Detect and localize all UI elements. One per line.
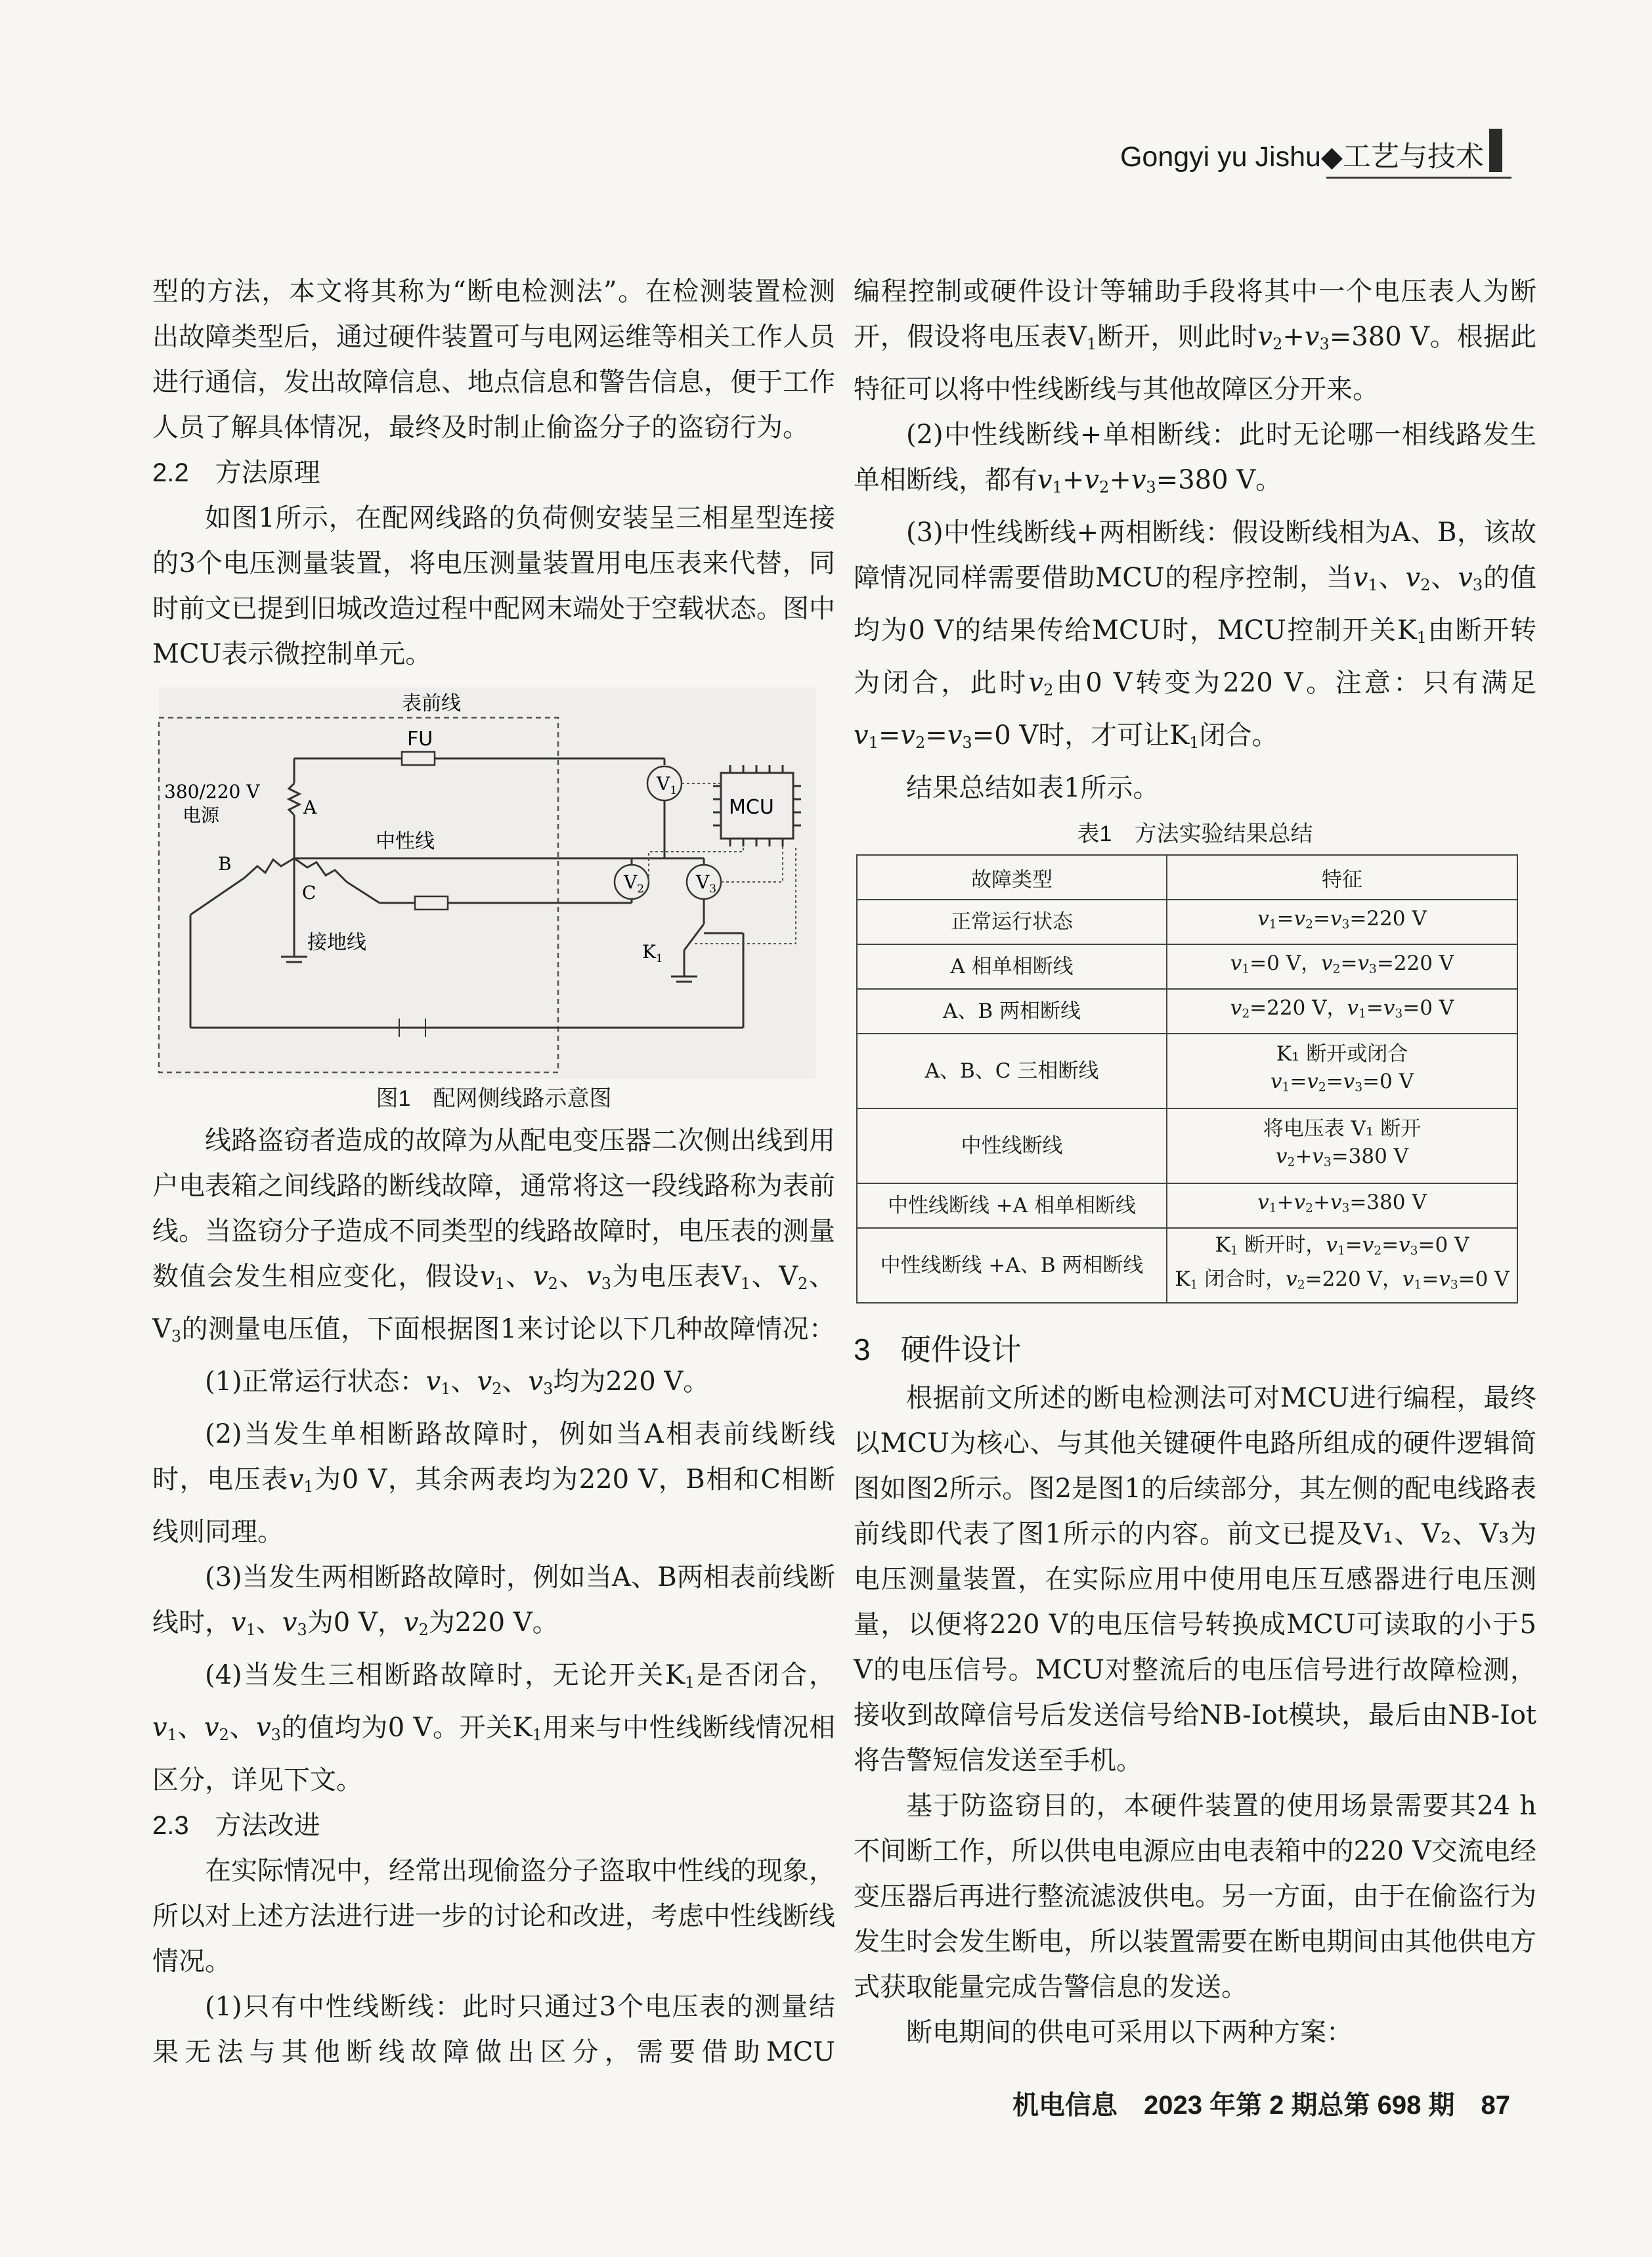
cell: 正常运行状态	[857, 900, 1167, 944]
list-item: (1)正常运行状态：$v_1$、$v_2$、$v_3$均为220 V。	[205, 1367, 710, 1398]
table-header-row	[857, 855, 1517, 900]
neutral-label: 中性线	[376, 830, 435, 853]
source-voltage: 380/220 V	[164, 781, 260, 802]
cell: $v_2=220$ V，$v_1=v_3=0$ V	[1167, 989, 1517, 1034]
paragraph: 编程控制或硬件设计等辅助手段将其中一个电压表人为断开，假设将电压表$V_1$断开，则此时$v_2+v_3=380$ V。根据此特征可以将中性线断线与其他故障区分开来。	[854, 276, 1537, 405]
cell: K₁ 断开或闭合 $v_1=v_2=v_3=0$ V	[1167, 1034, 1517, 1108]
cell: 中性线断线	[857, 1108, 1167, 1183]
figure-1	[152, 688, 835, 1079]
source-label: 电源	[183, 804, 220, 826]
phase-b: B	[218, 853, 232, 875]
figure-1-caption: 图1 配网侧线路示意图	[376, 1086, 612, 1111]
voltmeter-v2: $V_2$	[624, 871, 645, 896]
table-row	[857, 944, 1517, 989]
paragraph: 结果总结如表1所示。	[906, 773, 1160, 803]
page-footer: 机电信息 2023 年第 2 期总第 698 期 87	[1012, 2091, 1510, 2120]
results-table	[856, 854, 1518, 1304]
label-biaoqianxian: 表前线	[402, 692, 461, 715]
table-row	[857, 1183, 1517, 1228]
list-item: (4)当发生三相断路故障时，无论开关$K_1$是否闭合，$v_1$、$v_2$、$v_3$的值均为0 V。开关$K_1$用来与中性线断线情况相区分，详见下文。	[152, 1660, 836, 1795]
section-heading-2-3: 2.3 方法改进	[152, 1811, 320, 1840]
list-item: (3)当发生两相断路故障时，例如当A、B两相表前线断线时，$v_1$、$v_3$为0 V，$v_2$为220 V。	[152, 1562, 835, 1639]
col-header: 特征	[1167, 855, 1517, 900]
voltmeter-v1: $V_1$	[657, 773, 678, 797]
voltmeter-v3: $V_3$	[696, 871, 717, 896]
cell: $v_1+v_2+v_3=380$ V	[1167, 1183, 1517, 1228]
paragraph: 根据前文所述的断电检测法可对MCU进行编程，最终以MCU为核心、与其他关键硬件电路所组成的硬件逻辑简图如图2所示。图2是图1的后续部分，其左侧的配电线路表前线即代表了图1所示的内容。前文已提及V₁、V₂、V₃为电压测量装置，在实际应用中使用电压互感器进行电压测量，以便将220 V的电压信号转换成MCU可读取的小于5 V的电压信号。MCU对整流后的电压信号进行故障检测，接收到故障信号后发送信号给NB-Iot模块，最后由NB-Iot将告警短信发送至手机。	[854, 1383, 1536, 1776]
header-rule	[1326, 177, 1511, 179]
header-bar	[1489, 129, 1502, 172]
cell: A 相单相断线	[857, 944, 1167, 989]
paragraph: (3)中性线断线+两相断线：假设断线相为A、B，该故障情况同样需要借助MCU的程序控制，当$v_1$、$v_2$、$v_3$的值均为0 V的结果传给MCU时，MCU控制开关$K_1$由断开转为闭合，此时$v_2$由0 V转变为220 V。注意：只有满足$v_1=v_2=v_3=0$ V时，才可让$K_1$闭合。	[854, 517, 1537, 752]
paragraph: 断电期间的供电可采用以下两种方案：	[906, 2017, 1353, 2048]
section-heading-3: 3 硬件设计	[854, 1332, 1022, 1367]
phase-a: A	[303, 797, 317, 818]
mcu-label: MCU	[729, 796, 774, 819]
list-item: (2)当发生单相断路故障时，例如当A相表前线断线时，电压表$v_1$为0 V，其余两表均为220 V，B相和C相断线则同理。	[152, 1419, 836, 1547]
running-header	[0, 0, 1652, 197]
right-column	[854, 269, 1536, 2055]
paragraph: 如图1所示，在配网线路的负荷侧安装呈三相星型连接的3个电压测量装置，将电压测量装置用电压表来代替，同时前文已提到旧城改造过程中配网末端处于空载状态。图中MCU表示微控制单元。	[152, 503, 835, 669]
left-column	[152, 269, 835, 2075]
table-1-caption: 表1 方法实验结果总结	[1077, 822, 1313, 846]
paragraph: 型的方法，本文将其称为“断电检测法”。在检测装置检测出故障类型后，通过硬件装置可与电网运维等相关工作人员进行通信，发出故障信息、地点信息和警告信息，便于工作人员了解具体情况，最终及时制止偷盗分子的盗窃行为。	[152, 276, 835, 443]
cell: $v_1=v_2=v_3=220$ V	[1167, 900, 1517, 944]
cell: $K_1$ 断开时，$v_1=v_2=v_3=0$ V $K_1$ 闭合时，$v_2=220$ V，$v_1=v_3=0$ V	[1167, 1228, 1517, 1303]
cell: 将电压表 V₁ 断开 $v_2+v_3=380$ V	[1167, 1108, 1517, 1183]
header-text: Gongyi yu Jishu◆工艺与技术	[1119, 141, 1484, 173]
table-row	[857, 1228, 1517, 1303]
cell: 中性线断线 +A 相单相断线	[857, 1183, 1167, 1228]
table-row	[857, 1034, 1517, 1108]
table-row	[857, 1108, 1517, 1183]
paragraph: 在实际情况中，经常出现偷盗分子盗取中性线的现象，所以对上述方法进行进一步的讨论和改进，考虑中性线断线情况。	[152, 1856, 835, 1977]
cell: 中性线断线 +A、B 两相断线	[857, 1228, 1167, 1303]
cell: A、B 两相断线	[857, 989, 1167, 1034]
paragraph: 线路盗窃者造成的故障为从配电变压器二次侧出线到用户电表箱之间线路的断线故障，通常将这一段线路称为表前线。当盗窃分子造成不同类型的线路故障时，电压表的测量数值会发生相应变化，假设$v_1$、$v_2$、$v_3$为电压表$V_1$、$V_2$、$V_3$的测量电压值，下面根据图1来讨论以下几种故障情况：	[152, 1126, 836, 1346]
ground-label: 接地线	[307, 931, 366, 954]
switch-k1: $K_1$	[642, 941, 663, 965]
cell: A、B、C 三相断线	[857, 1034, 1167, 1108]
cell: $v_1=0$ V，$v_2=v_3=220$ V	[1167, 944, 1517, 989]
circuit-diagram	[152, 688, 835, 1079]
paragraph: 基于防盗窃目的，本硬件装置的使用场景需要其24 h不间断工作，所以供电电源应由电表箱中的220 V交流电经变压器后再进行整流滤波供电。另一方面，由于在偷盗行为发生时会发生断电，所以装置需要在断电期间由其他供电方式获取能量完成告警信息的发送。	[854, 1791, 1536, 2002]
col-header: 故障类型	[857, 855, 1167, 900]
table-row	[857, 900, 1517, 944]
table-row	[857, 989, 1517, 1034]
phase-c: C	[302, 882, 316, 904]
fuse-label: FU	[407, 728, 433, 751]
paragraph: (1)只有中性线断线：此时只通过3个电压表的测量结果无法与其他断线故障做出区分，需要借助MCU	[152, 1992, 835, 2067]
paragraph: (2)中性线断线+单相断线：此时无论哪一相线路发生单相断线，都有$v_1+v_2+v_3=380$ V。	[854, 420, 1536, 496]
section-heading-2-2: 2.2 方法原理	[152, 458, 320, 487]
